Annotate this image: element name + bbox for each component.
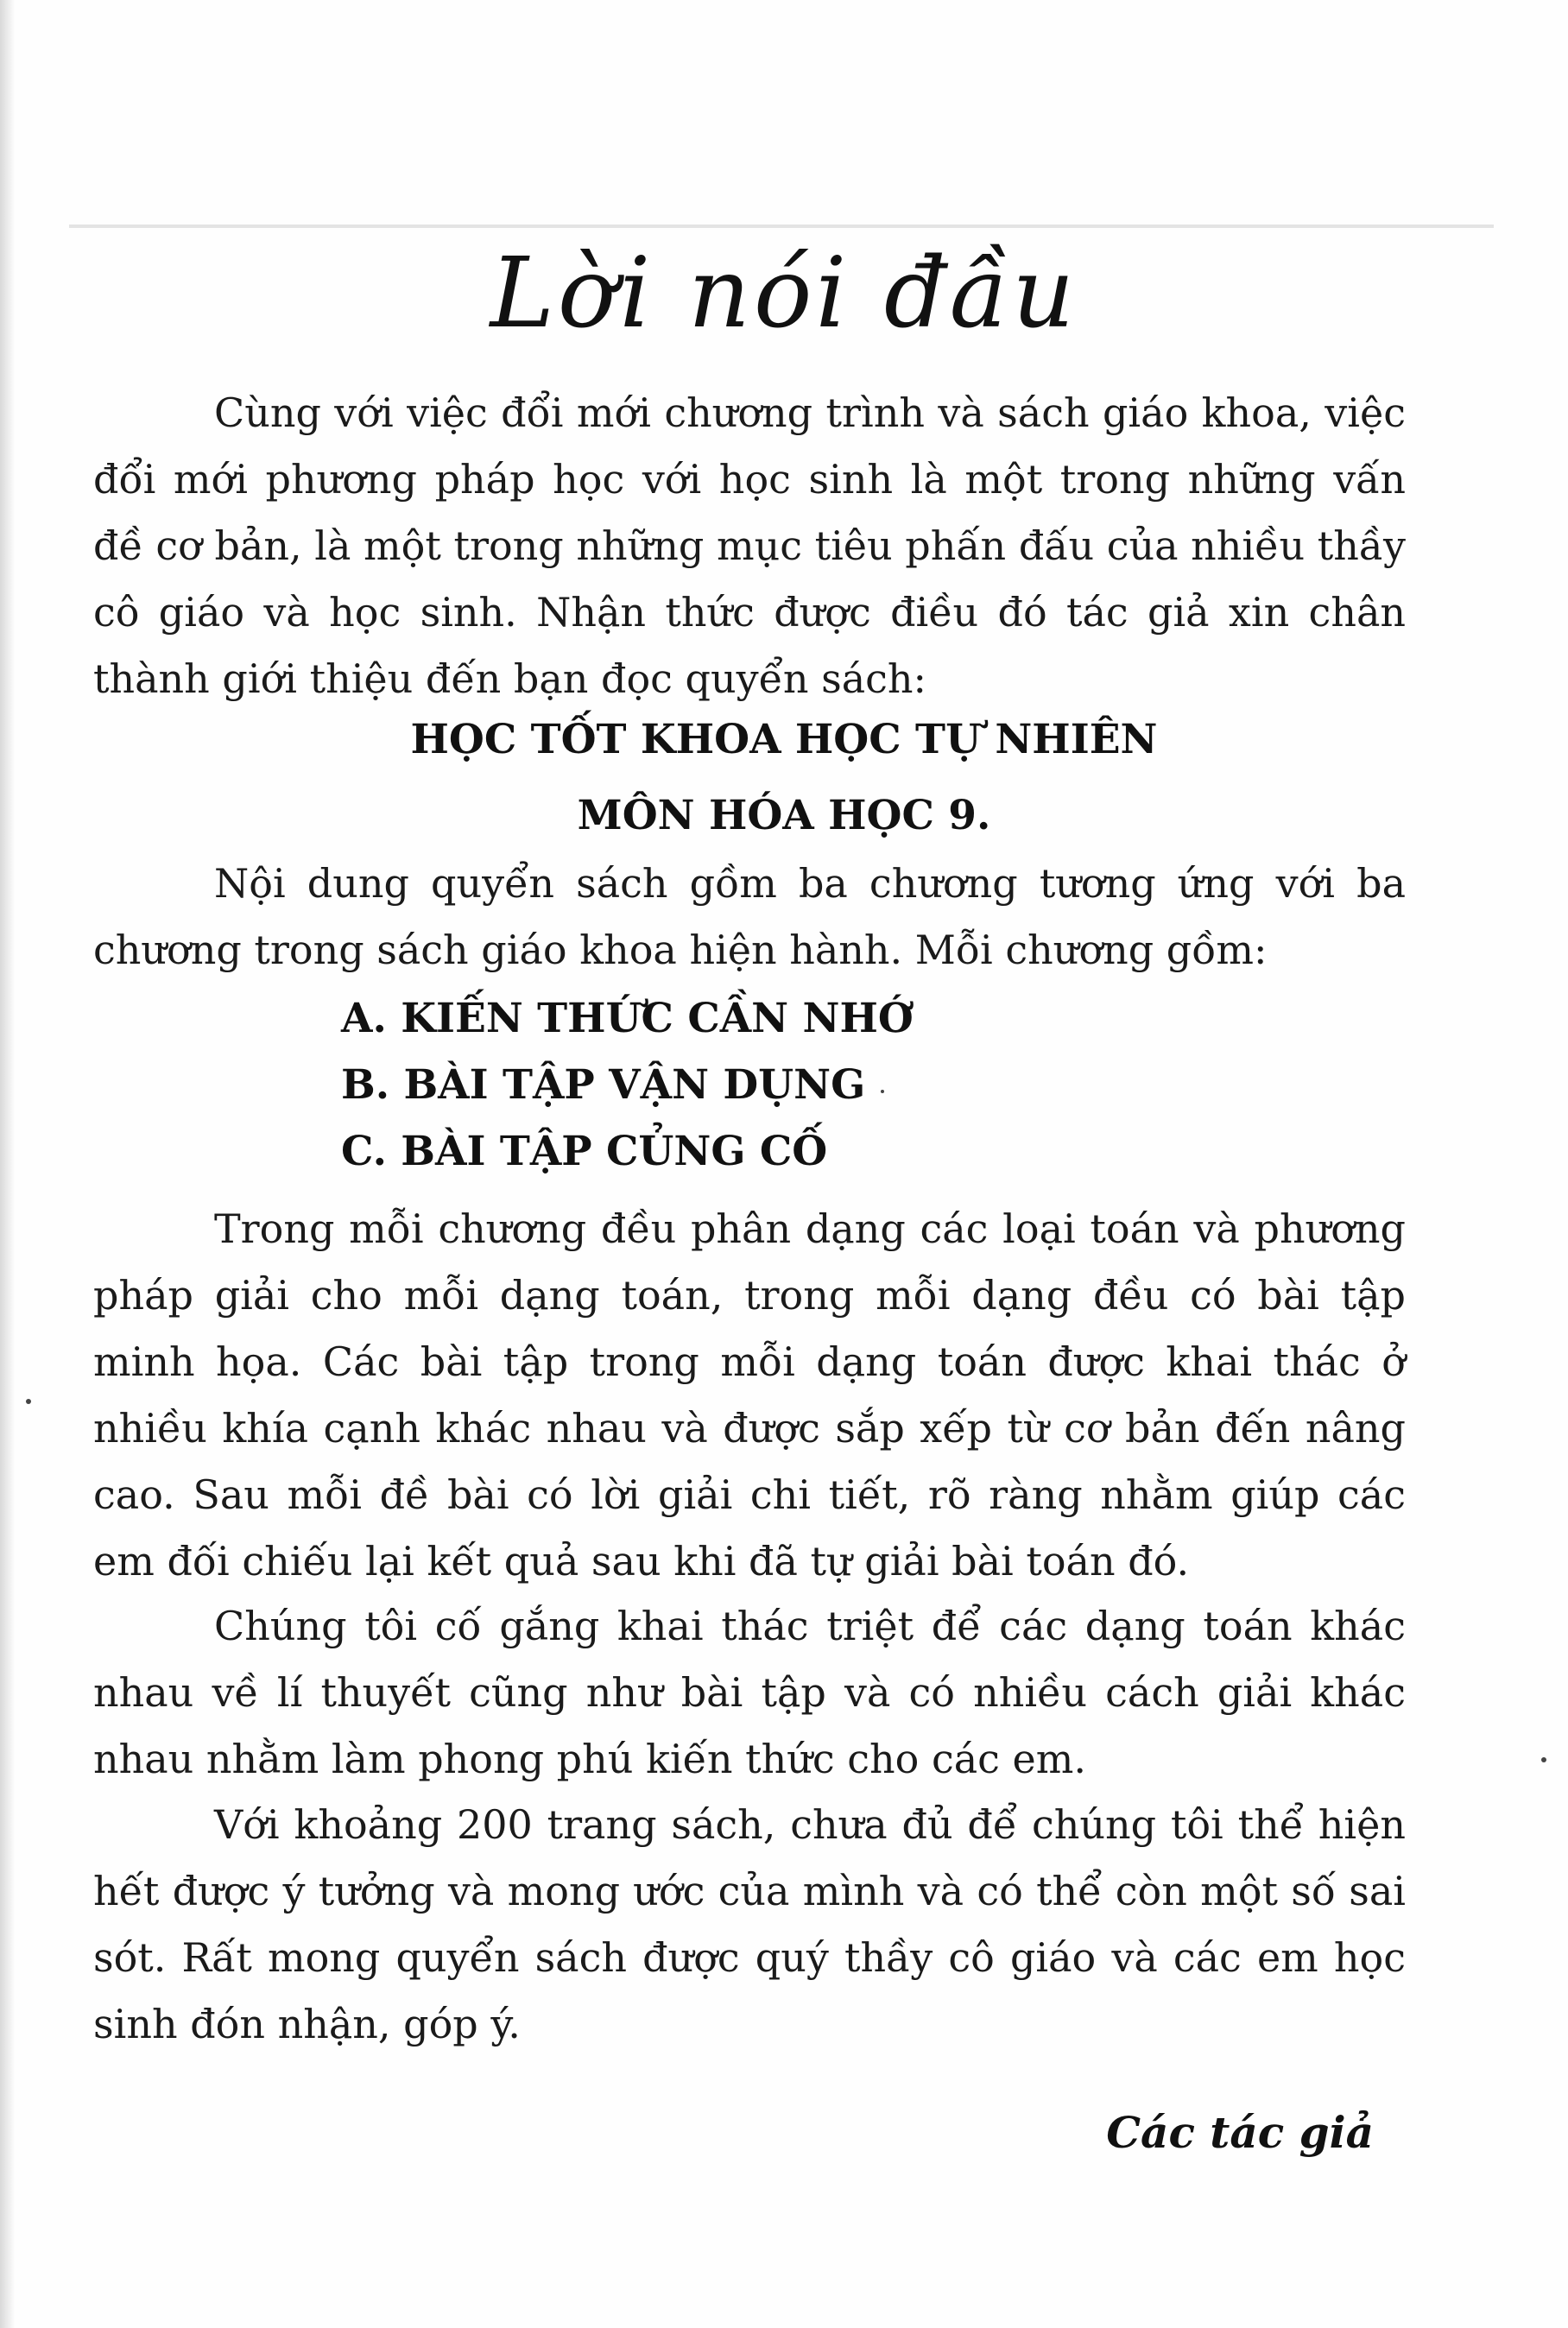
bleed-through-rule — [69, 225, 1494, 228]
closing-paragraph: Với khoảng 200 trang sách, chưa đủ để chúng tôi thể hiện hết được ý tưởng và mong ước của mình và có thể còn một số sai sót. Rất mong quyển sách được quý thầy cô giáo và các em học sinh đón nhận, góp ý. — [93, 1801, 1406, 2047]
page-title: Lời nói đầu — [490, 237, 1078, 350]
intro-paragraph: Cùng với việc đổi mới chương trình và sách giáo khoa, việc đổi mới phương pháp học với học sinh là một trong những vấn đề cơ bản, là một trong những mục tiêu phấn đấu của nhiều thầy cô giáo và học sinh. Nhận thức được điều đó tác giả xin chân thành giới thiệu đến bạn đọc quyển sách: — [93, 389, 1406, 702]
book-title-line-2: MÔN HÓA HỌC 9. — [577, 792, 991, 839]
section-item-b: B. BÀI TẬP VẬN DỤNG — [341, 1061, 866, 1109]
author-signature: Các tác giả — [1106, 2107, 1374, 2158]
paper-speck — [26, 1399, 31, 1404]
content-paragraph: Nội dung quyển sách gồm ba chương tương ứng với ba chương trong sách giáo khoa hiện hành. Mỗi chương gồm: — [93, 860, 1406, 973]
paper-speck — [1541, 1757, 1546, 1762]
method-paragraph: Trong mỗi chương đều phân dạng các loại toán và phương pháp giải cho mỗi dạng toán, trong mỗi dạng đều có bài tập minh họa. Các bài tập trong mỗi dạng toán được khai thác ở nhiều khía cạnh khác nhau và được sắp xếp từ cơ bản đến nâng cao. Sau mỗi đề bài có lời giải chi tiết, rõ ràng nhằm giúp các em đối chiếu lại kết quả sau khi đã tự giải bài toán đó. — [93, 1205, 1406, 1585]
book-title-line-1: HỌC TỐT KHOA HỌC TỰ NHIÊN — [410, 716, 1158, 763]
section-item-a: A. KIẾN THỨC CẦN NHỚ — [341, 995, 914, 1042]
section-item-c: C. BÀI TẬP CỦNG CỐ — [341, 1128, 828, 1175]
paper-speck — [881, 1090, 884, 1093]
effort-paragraph: Chúng tôi cố gắng khai thác triệt để các dạng toán khác nhau về lí thuyết cũng như bài tập và có nhiều cách giải khác nhau nhằm làm phong phú kiến thức cho các em. — [93, 1603, 1406, 1782]
